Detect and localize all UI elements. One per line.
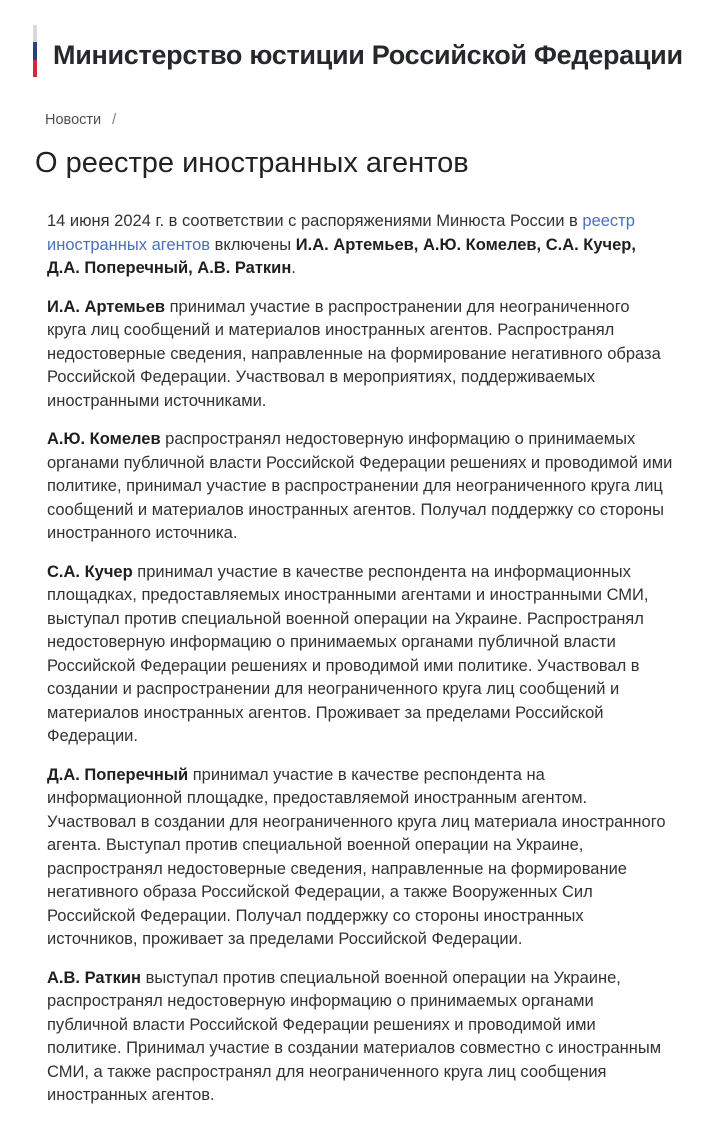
intro-names-bold: И.А. Артемьев, А.Ю. Комелев, С.А. Кучер, Д.А. Поперечный, А.В. Раткин [47, 235, 636, 277]
site-header [0, 0, 720, 96]
intro-paragraph [47, 210, 673, 281]
agent-description: принимал участие в качестве респондента на информационных площадках, предоставляемых иностранными агентами и иностранными СМИ, выступал против специальной военной операции на Украине. Распространял недостоверную информацию о принимаемых органами публичной власти Российской Федерации решениях и проводимой ими политике. Участвовал в создании и распространении для неограниченного круга лиц сообщений и материалов иностранных агентов. Проживает за пределами Российской Федерации. [47, 562, 649, 745]
agent-description: принимал участие в качестве респондента на информационной площадке, предоставляемой иностранным агентом. Участвовал в создании для неограниченного круга лиц материала иностранного агента. Выступал против специальной военной операции на Украине, распространял недостоверные сведения, направленные на формирование негативного образа Российской Федерации, а также Вооруженных Сил Российской Федерации. Получал поддержку со стороны иностранных источников, проживает за пределами Российской Федерации. [47, 765, 666, 948]
agent-name: А.Ю. Комелев [47, 430, 161, 448]
site-title-link[interactable]: Министерство юстиции Российской Федерации [53, 40, 683, 70]
breadcrumb-news-link[interactable]: Новости [45, 112, 102, 128]
agent-description: распространял недостоверную информацию о принимаемых органами публичной власти Российской Федерации решениях и проводимой ими политике, принимал участие в распространении для неограниченного круга лиц сообщений и материалов иностранных агентов. Получал поддержку со стороны иностранного источника. [47, 430, 673, 542]
page-title: О реестре иностранных агентов [35, 147, 469, 179]
russian-flag-icon [33, 25, 37, 77]
breadcrumb-separator: / [112, 112, 117, 128]
flag-blue-stripe [33, 42, 37, 59]
article-body [47, 210, 673, 1123]
agent-paragraph-komelev [47, 428, 673, 546]
intro-text-before-link: 14 июня 2024 г. в соответствии с распоряжениями Минюста России в [47, 212, 583, 230]
agent-description: принимал участие в распространении для неограниченного круга лиц сообщений и материалов иностранных агентов. Распространял недостоверные сведения, направленные на формирование негативного образа Российской Федерации. Участвовал в мероприятиях, поддерживаемых иностранными источниками. [47, 297, 661, 410]
agent-paragraph-ratkin [47, 967, 673, 1108]
agent-name: Д.А. Поперечный [47, 765, 189, 784]
flag-red-stripe [33, 60, 37, 77]
agent-paragraph-poperechny [47, 764, 673, 952]
breadcrumb [45, 111, 116, 129]
intro-text-after-link: включены [210, 235, 296, 254]
agent-paragraph-kucher [47, 561, 673, 749]
agent-description: выступал против специальной военной операции на Украине, распространял недостоверную информацию о принимаемых органами публичной власти Российской Федерации решениях и проводимой ими политике. Принимал участие в создании материалов совместно с иностранным СМИ, а также распространял для неограниченного круга лиц сообщения иностранных агентов. [47, 968, 662, 1104]
foreign-agents-registry-link[interactable]: реестр иностранных агентов [47, 212, 635, 254]
agent-name: А.В. Раткин [47, 968, 141, 987]
intro-period: . [291, 259, 296, 277]
agent-name: С.А. Кучер [47, 562, 133, 581]
flag-white-stripe [33, 25, 37, 42]
agent-name: И.А. Артемьев [47, 297, 166, 316]
agent-paragraph-artemyev [47, 296, 673, 414]
